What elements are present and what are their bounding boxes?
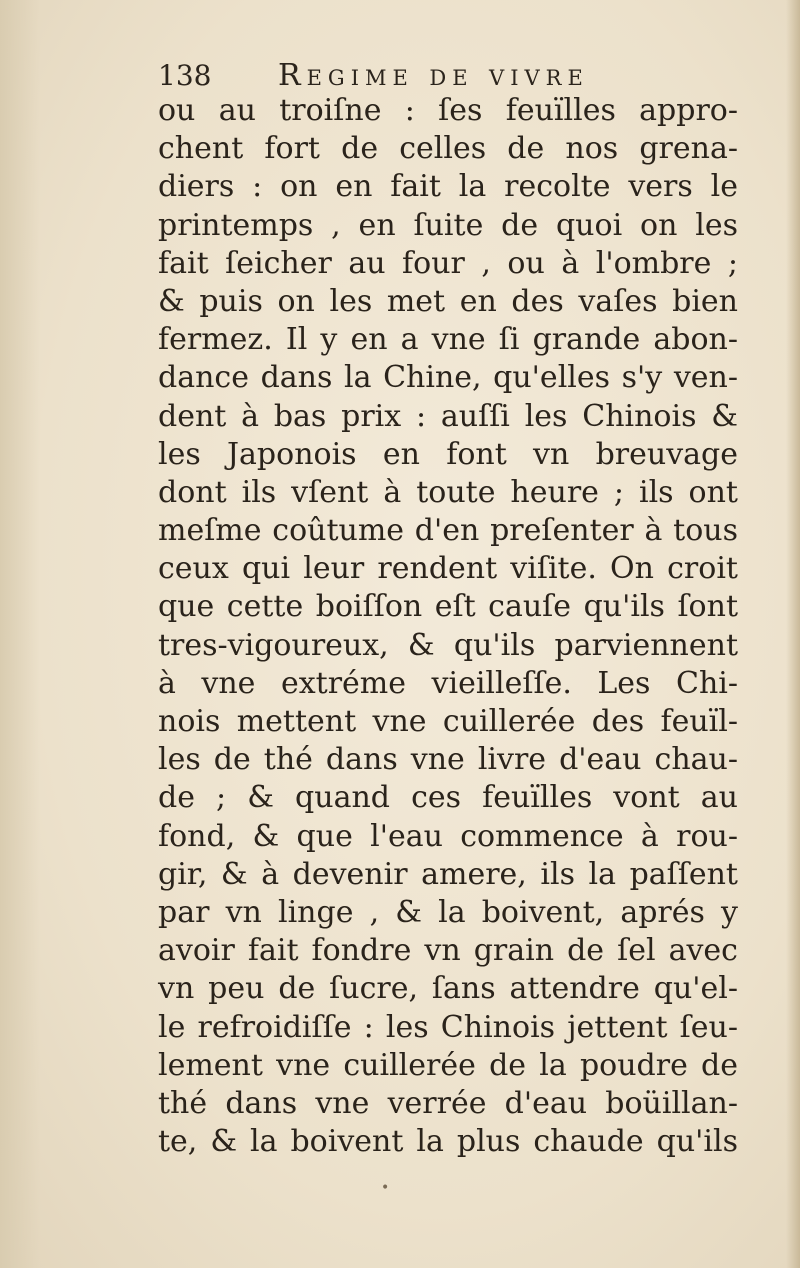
text-line: ceux qui leur rendent viſite. On croit (158, 551, 738, 587)
text-line: à vne extréme vieilleſſe. Les Chi- (158, 665, 738, 701)
text-line: chent fort de celles de nos grena- (158, 131, 738, 167)
text-line: de ; & quand ces feuïlles vont au (158, 780, 738, 816)
text-line: te, & la boivent la plus chaude qu'ils (158, 1124, 738, 1160)
ink-speck: • (381, 1180, 390, 1196)
text-line: tres-vigoureux, & qu'ils parviennent (158, 627, 738, 663)
text-line: lement vne cuillerée de la poudre de (158, 1047, 738, 1083)
text-line: le refroidiſſe : les Chinois jettent ſeu- (158, 1009, 738, 1045)
text-line: dont ils vſent à toute heure ; ils ont (158, 474, 738, 510)
text-line: les de thé dans vne livre d'eau chau- (158, 742, 738, 778)
page-gutter-shadow (0, 0, 40, 1268)
text-line: thé dans vne verrée d'eau boüillan- (158, 1085, 738, 1121)
text-line: par vn linge , & la boivent, aprés y (158, 894, 738, 930)
body-text (158, 92, 738, 1161)
text-line: fait ſeicher au four , ou à l'ombre ; (158, 245, 738, 281)
text-line: meſme coûtume d'en preſenter à tous (158, 513, 738, 549)
page-number: 138 (158, 59, 212, 92)
text-line: que cette boiſſon eſt cauſe qu'ils ſont (158, 589, 738, 625)
text-line: dent à bas prix : auſſi les Chinois & (158, 398, 738, 434)
text-line: nois mettent vne cuillerée des feuïl- (158, 704, 738, 739)
text-line: vn peu de ſucre, ſans attendre qu'el- (158, 971, 738, 1007)
text-line: dance dans la Chine, qu'elles s'y ven- (158, 360, 738, 396)
text-line: gir, & à devenir amere, ils la paſſent (158, 856, 738, 892)
text-line: & puis on les met en des vaſes bien (158, 283, 738, 319)
running-title: Regime de vivre (278, 58, 589, 93)
text-line: ou au troiſne : ſes feuïlles appro- (158, 93, 738, 128)
text-line: diers : on en fait la recolte vers le (158, 169, 738, 205)
text-line: fond, & que l'eau commence à rou- (158, 818, 738, 854)
text-line: les Japonois en font vn breuvage (158, 436, 738, 472)
text-line: fermez. Il y en a vne ſi grande abon- (158, 322, 738, 358)
text-line: printemps , en ſuite de quoi on les (158, 207, 738, 243)
text-line: avoir fait fondre vn grain de ſel avec (158, 933, 738, 969)
page-edge-shadow (786, 0, 800, 1268)
